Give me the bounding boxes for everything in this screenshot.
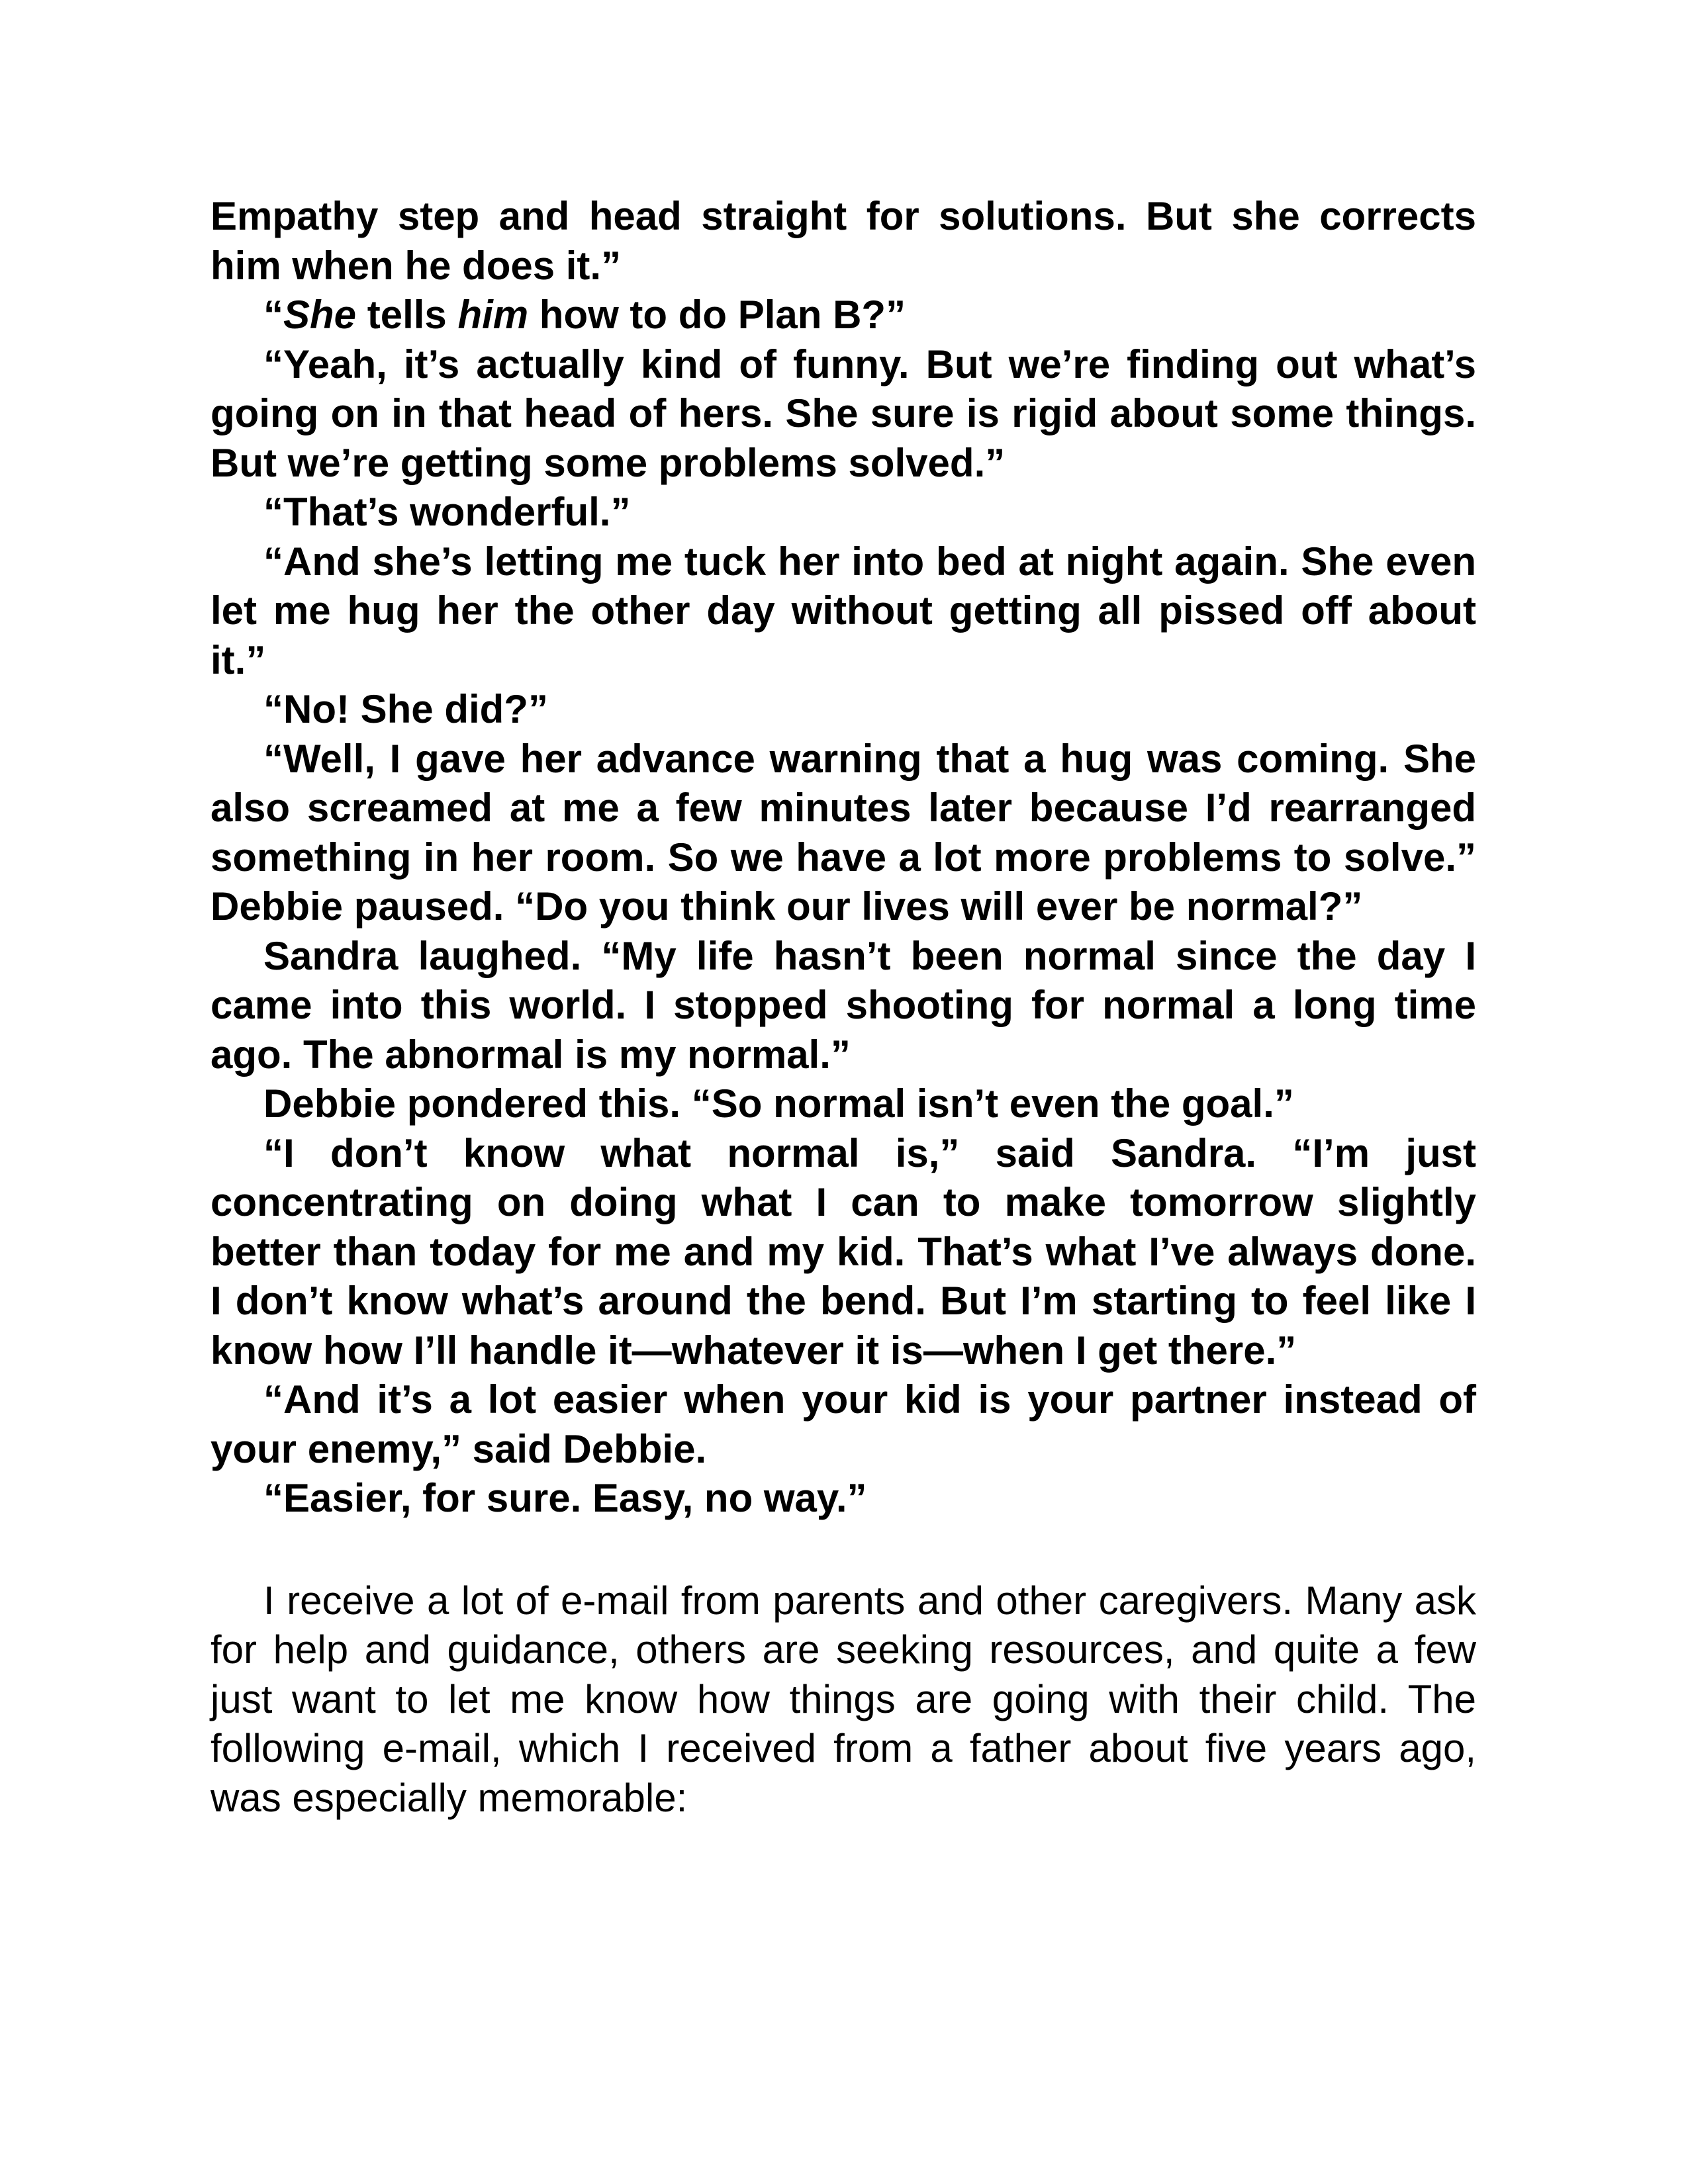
paragraph: “Well, I gave her advance warning that a hug was coming. She also screamed at me a few minutes later because I’d rearranged something in her room. So we have a lot more problems to solve.” Debbie paused. “Do you think our lives will ever be normal?” [211, 736, 1476, 929]
book-page [211, 192, 1476, 1823]
paragraph: “That’s wonderful.” [263, 490, 631, 534]
paragraph: “And it’s a lot easier when your kid is your partner instead of your enemy,” said Debbie. [211, 1377, 1476, 1471]
paragraph: “Yeah, it’s actually kind of funny. But we’re finding out what’s going on in that head of hers. She sure is rigid about some things. But we’re getting some problems solved.” [211, 341, 1476, 485]
emphasis-him: him [457, 293, 529, 337]
paragraph: “Easier, for sure. Easy, no way.” [263, 1476, 867, 1520]
paragraph: “I don’t know what normal is,” said Sandra. “I’m just concentrating on doing what I can to make tomorrow slightly better than today for me and my kid. That’s what I’ve always done. I don’t know what’s around the bend. But I’m starting to feel like I know how I’ll handle it—whatever it is—when I get there.” [211, 1130, 1476, 1373]
paragraph: Debbie pondered this. “So normal isn’t even the goal.” [263, 1081, 1294, 1126]
dialogue-section [211, 192, 1476, 1524]
paragraph: I receive a lot of e-mail from parents and other caregivers. Many ask for help and guidance, others are seeking resources, and quite a few just want to let me know how things are going with their child. The following e-mail, which I received from a father about five years ago, was especially memorable: [211, 1578, 1476, 1820]
paragraph: Sandra laughed. “My life hasn’t been normal since the day I came into this world. I stopped shooting for normal a long time ago. The abnormal is my normal.” [211, 933, 1476, 1077]
paragraph: “And she’s letting me tuck her into bed at night again. She even let me hug her the other day without getting all pissed off about it.” [211, 539, 1476, 682]
paragraph: “She tells him how to do Plan B?” [263, 293, 906, 337]
paragraph: “No! She did?” [263, 687, 548, 731]
paragraph-continuation: Empathy step and head straight for solutions. But she corrects him when he does it.” [211, 194, 1476, 288]
emphasis-she: She [283, 293, 357, 337]
narrative-section [211, 1576, 1476, 1823]
